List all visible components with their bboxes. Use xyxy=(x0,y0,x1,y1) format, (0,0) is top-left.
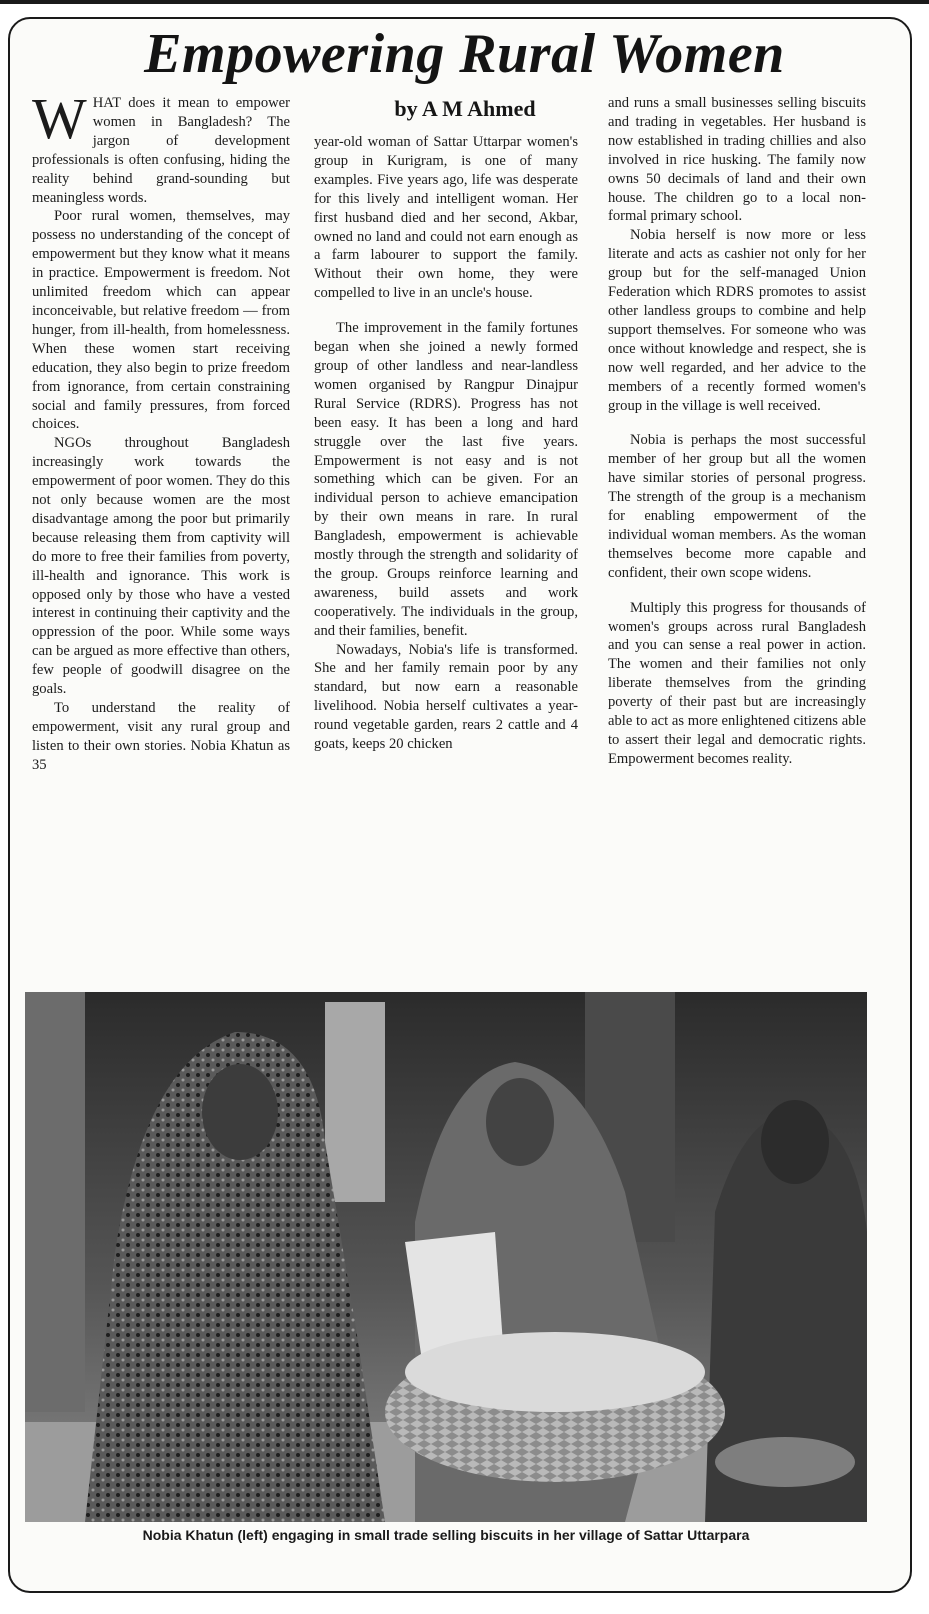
paragraph: Poor rural women, themselves, may possess no understanding of the concept of empowerment but they know what it means in practice. Empowerment is freedom. Not unlimited freedom which can appear inconceivable, but relative freedom — from hunger, from ill-health, from homelessness. When these women start receiving education, they also begin to prize freedom from ignorance, from certain constraining social and family pressures, from forced choices. xyxy=(32,208,290,433)
paragraph: year-old woman of Sattar Uttarpar women's group in Kurigram, is one of many examples. Five years ago, life was desperate for this lively and intelligent woman. Her first husband died and her second, Akbar, owned no land and could not earn enough as a farm labourer to support the family. Without their own home, they were compelled to live in an uncle's house. xyxy=(314,134,578,302)
photo-caption: Nobia Khatun (left) engaging in small trade selling biscuits in her village of Sattar Uttarpara xyxy=(142,1527,750,1543)
top-rule xyxy=(0,0,929,4)
paragraph: Nobia herself is now more or less literate and acts as cashier not only for her group but for the self-managed Union Federation which RDRS promotes to assist other landless groups to combine and help support themselves. For someone who was once without knowledge and respect, she is now well regarded, and her advice to the members of a recently formed women's group in the village is well received. xyxy=(608,227,866,414)
photo-illustration xyxy=(25,992,867,1522)
paragraph: To understand the reality of empowerment, visit any rural group and listen to their own stories. Nobia Khatun as 35 xyxy=(32,700,290,773)
article-photo xyxy=(25,992,867,1522)
paragraph: Multiply this progress for thousands of women's groups across rural Bangladesh and you can sense a real power in action. The women and their families not only liberate themselves from the grinding poverty of their past but are increasingly able to act as more enlightened citizens able to assert their legal and democratic rights. Empowerment becomes reality. xyxy=(608,599,866,767)
paragraph: NGOs throughout Bangladesh increasingly work towards the empowerment of poor women. They do this not only because women are the most disadvantage among the poor but primarily because releasing them from captivity will do more to free their families from poverty, ill-health and ignorance. This work is opposed only by those who have a vested interest in continuing their captivity and the oppression of the poor. While some ways can be argued as more effective than others, few people of goodwill disagree on the goals. xyxy=(32,435,290,698)
paragraph: Nobia is perhaps the most successful member of her group but all the women have similar stories of personal progress. The strength of the group is a mechanism for enabling empowerment of the individual woman members. As the woman themselves become more capable and confident, their own scope widens. xyxy=(608,432,866,581)
paragraph xyxy=(32,86,290,207)
paragraph: The improvement in the family fortunes began when she joined a newly formed group of other landless and near-landless women organised by Rangpur Dinajpur Rural Service (RDRS). Progress has not been easy. It has been a long and hard struggle over the last five years. Empowerment is not easy and is not something which can be given. For an individual person to achieve emancipation by their own means in rare. In rural Bangladesh, empowerment is achievable mostly through the strength and solidarity of the group. Groups reinforce learning and awareness, build assets and work cooperatively. The individuals in the group, and their families, benefit. xyxy=(314,320,578,639)
doorway-post xyxy=(325,1002,385,1202)
paragraph: and runs a small businesses selling biscuits and trading in vegetables. Her husband is now established in trading chillies and also involved in rice husking. The family now owns 50 decimals of land and their own house. The children go to a local non-formal primary school. xyxy=(608,95,866,225)
woman-center-face xyxy=(486,1078,554,1166)
drop-cap: W xyxy=(32,86,87,151)
child-face xyxy=(761,1100,829,1184)
paragraph-text: HAT does it mean to empower women in Bangladesh? The jargon of development professionals is often confusing, hiding the reality behind grand-sounding but meaningless words. xyxy=(32,95,290,206)
article-title: Empowering Rural Women xyxy=(144,23,785,85)
paragraph: Nowadays, Nobia's life is transformed. She and her family remain poor by any standard, but now earn a reasonable livelihood. Nobia herself cultivates a year-round vegetable garden, rears 2 cattle and 4 goats, keeps 20 chicken xyxy=(314,641,578,753)
text-column-1 xyxy=(32,86,290,775)
woman-left-face xyxy=(202,1064,278,1160)
basket-contents xyxy=(405,1332,705,1412)
left-fabric xyxy=(25,992,85,1412)
text-column-2 xyxy=(314,133,578,754)
byline: by A M Ahmed xyxy=(394,96,536,121)
text-column-3 xyxy=(608,94,866,769)
bowl xyxy=(715,1437,855,1487)
